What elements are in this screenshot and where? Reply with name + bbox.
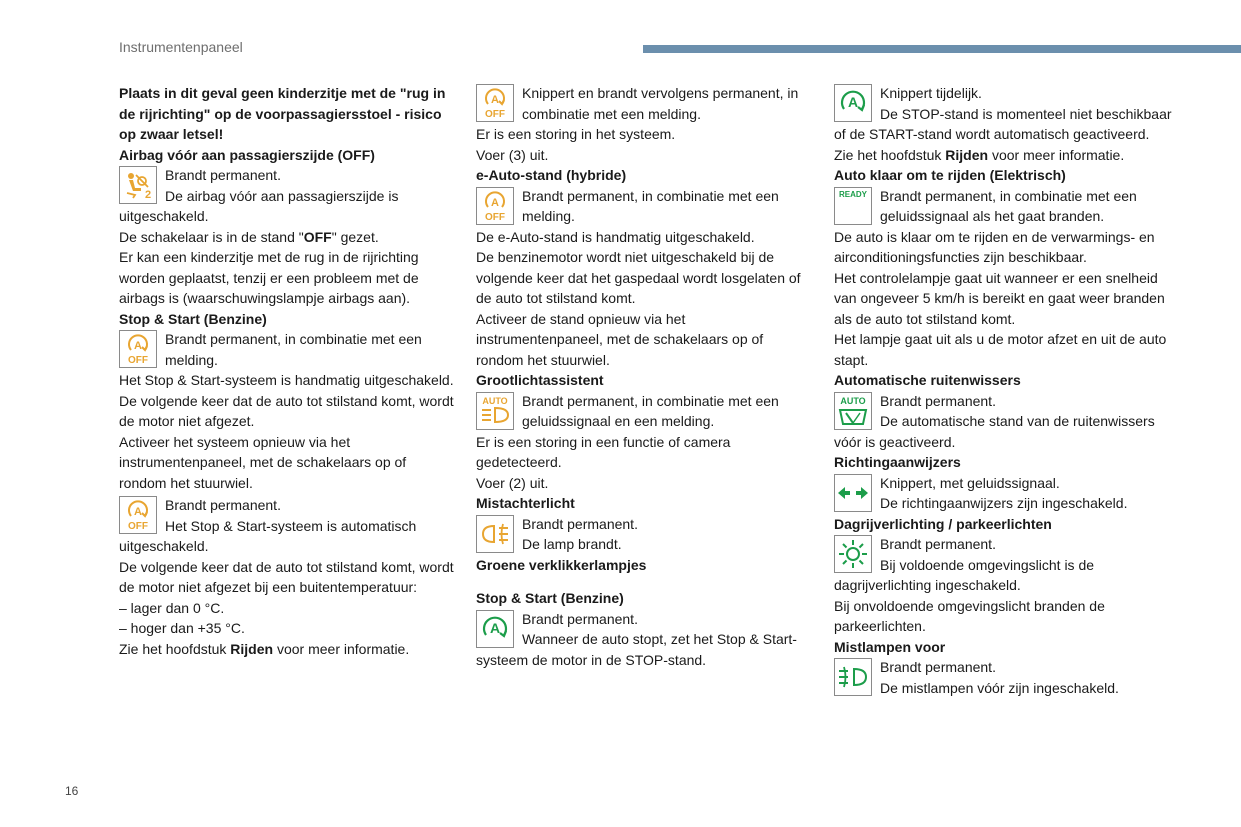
stopstart-off-icon	[476, 84, 514, 122]
svg-text:OFF: OFF	[485, 109, 505, 120]
temp-list-item-1: – lager dan 0 °C.	[119, 599, 225, 616]
drl-line-1: Brandt permanent.	[880, 536, 996, 552]
turn-signal-arrows-icon	[834, 474, 872, 512]
frontfog-entry	[834, 657, 1174, 698]
svg-text:OFF: OFF	[128, 521, 148, 532]
svg-text:AUTO: AUTO	[840, 395, 866, 406]
airbag-off-icon	[119, 166, 157, 204]
front-fog-light-icon	[834, 658, 872, 696]
stopstart-blink-line-2: De STOP-stand is momenteel niet beschikbaar of de START-stand wordt automatisch geactiveerd.	[834, 105, 1172, 142]
ready-line-1: Brandt permanent, in combinatie met een geluidssignaal als het gaat branden.	[880, 187, 1137, 224]
column-1	[119, 83, 454, 659]
stopstart-reference: Zie het hoofdstuk Rijden voor meer informatie.	[119, 640, 410, 657]
ready-body-1: De auto is klaar om te rijden en de verwarmings- en airconditioningsfuncties zijn beschikbaar.	[834, 228, 1155, 265]
rearfog-heading: Mistachterlicht	[476, 495, 575, 511]
stopstart-entry-1	[119, 329, 454, 370]
airbag-note: Er kan een kinderzitje met de rug in de rijrichting worden geplaatst, tenzij er een probleem met de airbags is (waarschuwingslampje airbags aan).	[119, 249, 419, 306]
wipers-line-1: Brandt permanent.	[880, 392, 996, 409]
eauto-body-1: De e-Auto-stand is handmatig uitgeschakeld.	[476, 228, 755, 245]
auto-high-beam-icon	[476, 392, 514, 430]
stopstart-green-entry	[476, 609, 806, 671]
eauto-entry	[476, 186, 806, 227]
header-bar	[643, 45, 1241, 53]
stopstart-1-body-3: Activeer het systeem opnieuw via het instrumentenpaneel, met de schakelaars op of rondom het stuurwiel.	[119, 433, 407, 491]
stopstart-2-line-2: Het Stop & Start-systeem is automatisch uitgeschakeld.	[119, 517, 417, 554]
green-lamps-heading: Groene verklikkerlampjes	[476, 556, 647, 573]
ready-entry	[834, 186, 1174, 227]
airbag-switch-text: De schakelaar is in de stand "OFF" gezet.	[119, 228, 379, 245]
eauto-body-2: De benzinemotor wordt niet uitgeschakeld bij de volgende keer dat het gaspedaal wordt losgelaten of de auto tot stilstand komt.	[476, 249, 801, 306]
svg-text:2: 2	[145, 189, 152, 201]
highbeam-line-1: Brandt permanent, in combinatie met een geluidssignaal en een melding.	[522, 392, 779, 429]
stopstart-fault-line-1: Knippert en brandt vervolgens permanent, in combinatie met een melding.	[522, 85, 799, 122]
child-seat-warning: Plaats in dit geval geen kinderzitje met de "rug in de rijrichting" op de voorpassagiersstoel - risico op zwaar letsel!	[119, 85, 446, 142]
svg-text:A: A	[491, 94, 499, 106]
stopstart-green-line-2: Wanneer de auto stopt, zet het Stop & Start-systeem de motor in de STOP-stand.	[476, 631, 797, 668]
stopstart-active-icon	[834, 84, 872, 122]
svg-text:A: A	[134, 506, 142, 518]
column-2	[476, 83, 806, 670]
stopstart-fault-body-1: Er is een storing in het systeem.	[476, 126, 676, 142]
stopstart-blink-reference: Zie het hoofdstuk Rijden voor meer informatie.	[834, 146, 1125, 163]
rear-fog-light-icon	[476, 515, 514, 553]
rearfog-line-1: Brandt permanent.	[522, 515, 638, 532]
highbeam-heading: Grootlichtassistent	[476, 372, 604, 388]
indicators-heading: Richtingaanwijzers	[834, 454, 961, 470]
column-3	[834, 83, 1174, 698]
airbag-line-1: Brandt permanent.	[165, 167, 281, 183]
svg-text:A: A	[489, 619, 501, 636]
indicators-entry	[834, 473, 1174, 514]
svg-text:A: A	[491, 196, 499, 209]
svg-text:AUTO: AUTO	[482, 395, 508, 406]
drl-heading: Dagrijverlichting / parkeerlichten	[834, 515, 1052, 532]
stopstart-active-icon	[476, 610, 514, 648]
airbag-heading: Airbag vóór aan passagierszijde (OFF)	[119, 146, 375, 163]
indicators-line-2: De richtingaanwijzers zijn ingeschakeld.	[880, 495, 1128, 511]
rearfog-entry	[476, 514, 806, 555]
stopstart-off-icon	[119, 330, 157, 368]
frontfog-line-2: De mistlampen vóór zijn ingeschakeld.	[880, 679, 1119, 696]
stopstart-2-body-1: De volgende keer dat de auto tot stilstand komt, wordt de motor niet afgezet bij een buitentemperatuur:	[119, 558, 454, 595]
wipers-heading: Automatische ruitenwissers	[834, 372, 1021, 388]
stopstart-blink-line-1: Knippert tijdelijk.	[880, 85, 982, 101]
stopstart-blink-entry	[834, 83, 1174, 145]
temp-list-item-2: – hoger dan +35 °C.	[119, 620, 245, 636]
highbeam-entry	[476, 391, 806, 432]
stopstart-entry-2	[119, 495, 454, 557]
ready-heading: Auto klaar om te rijden (Elektrisch)	[834, 167, 1066, 183]
ready-icon	[834, 187, 872, 225]
stopstart-2-line-1: Brandt permanent.	[165, 497, 281, 513]
stopstart-fault-body-2: Voer (3) uit.	[476, 146, 549, 163]
stopstart-off-icon	[119, 496, 157, 534]
frontfog-heading: Mistlampen voor	[834, 638, 946, 655]
stopstart-1-body-2: De volgende keer dat de auto tot stilstand komt, wordt de motor niet afgezet.	[119, 392, 454, 429]
svg-text:READY: READY	[838, 189, 868, 199]
stopstart-1-body-1: Het Stop & Start-systeem is handmatig uitgeschakeld.	[119, 372, 454, 388]
stopstart-heading: Stop & Start (Benzine)	[119, 310, 267, 327]
airbag-line-2: De airbag vóór aan passagierszijde is uitgeschakeld.	[119, 187, 399, 224]
daytime-running-light-icon	[834, 535, 872, 573]
airbag-entry	[119, 165, 454, 227]
drl-line-2: Bij voldoende omgevingslicht is de dagrijverlichting ingeschakeld.	[834, 556, 1095, 593]
indicators-line-1: Knippert, met geluidssignaal.	[880, 474, 1060, 491]
svg-text:A: A	[134, 340, 142, 352]
ready-body-2: Het controlelampje gaat uit wanneer er een snelheid van ongeveer 5 km/h is bereikt en gaat weer branden als de auto tot stilstand komt.	[834, 269, 1165, 327]
eauto-body-3: Activeer de stand opnieuw via het instrumentenpaneel, met de schakelaars op of rondom het stuurwiel.	[476, 310, 764, 368]
ready-body-3: Het lampje gaat uit als u de motor afzet en uit de auto stapt.	[834, 331, 1167, 368]
highbeam-body-2: Voer (2) uit.	[476, 474, 549, 491]
svg-text:OFF: OFF	[485, 211, 505, 223]
stopstart-green-heading: Stop & Start (Benzine)	[476, 590, 624, 606]
svg-text:A: A	[847, 94, 859, 110]
header-title: Instrumentenpaneel	[119, 39, 243, 55]
highbeam-body-1: Er is een storing in een functie of camera gedetecteerd.	[476, 433, 731, 470]
wipers-entry	[834, 391, 1174, 453]
svg-text:OFF: OFF	[128, 355, 148, 366]
rearfog-line-2: De lamp brandt.	[522, 536, 622, 552]
stopstart-green-line-1: Brandt permanent.	[522, 610, 638, 627]
auto-wiper-icon	[834, 392, 872, 430]
page-number: 16	[65, 784, 79, 798]
eauto-off-icon	[476, 187, 514, 225]
wipers-line-2: De automatische stand van de ruitenwissers vóór is geactiveerd.	[834, 413, 1155, 450]
eauto-line-1: Brandt permanent, in combinatie met een melding.	[522, 187, 779, 224]
stopstart-fault-entry	[476, 83, 806, 124]
frontfog-line-1: Brandt permanent.	[880, 659, 996, 675]
drl-body-1: Bij onvoldoende omgevingslicht branden de parkeerlichten.	[834, 597, 1105, 634]
eauto-heading: e-Auto-stand (hybride)	[476, 167, 627, 183]
drl-entry	[834, 534, 1174, 596]
stopstart-1-line-1: Brandt permanent, in combinatie met een melding.	[165, 331, 422, 368]
